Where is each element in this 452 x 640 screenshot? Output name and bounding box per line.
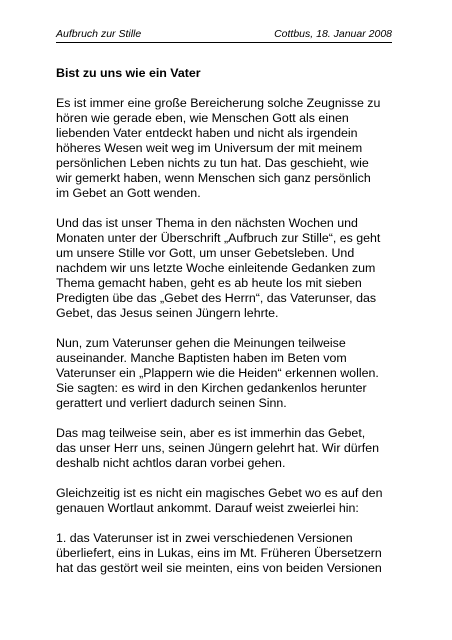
paragraph bbox=[56, 96, 406, 201]
document-body bbox=[56, 66, 406, 591]
header-place-date: Cottbus, 18. Januar 2008 bbox=[274, 28, 392, 40]
page-header bbox=[56, 28, 392, 43]
text-line: Und das ist unser Thema in den nächsten Wochen und bbox=[56, 216, 358, 230]
text-line: nachdem wir uns letzte Woche einleitende Gedanken zum bbox=[56, 261, 376, 275]
paragraph-list bbox=[56, 96, 406, 576]
text-line: Gleichzeitig ist es nicht ein magisches Gebet wo es auf den bbox=[56, 486, 383, 500]
text-line: deshalb nicht achtlos daran vorbei gehen. bbox=[56, 456, 286, 470]
text-line: das unser Herr uns, seinen Jüngern gelehrt hat. Wir dürfen bbox=[56, 441, 380, 455]
text-line: hören wie gerade eben, wie Menschen Gott als einen bbox=[56, 111, 349, 125]
text-line: persönlichen Leben nichts zu tun hat. Das geschieht, wie bbox=[56, 156, 369, 170]
text-line: Gebet, das Jesus seinen Jüngern lehrte. bbox=[56, 306, 279, 320]
text-line: Monaten unter der Überschrift „Aufbruch zur Stille“, es geht bbox=[56, 231, 381, 245]
text-line: Thema gemacht haben, geht es ab heute los mit sieben bbox=[56, 276, 362, 290]
text-line: Vaterunser ein „Plappern wie die Heiden“ erkennen wollen. bbox=[56, 366, 379, 380]
text-line: überliefert, eins in Lukas, eins im Mt. Früheren Übersetzern bbox=[56, 546, 382, 560]
text-line: 1. das Vaterunser ist in zwei verschiedenen Versionen bbox=[56, 531, 353, 545]
text-line: Predigten übe das „Gebet des Herrn“, das Vaterunser, das bbox=[56, 291, 377, 305]
text-line: gerattert und verliert dadurch seinen Sinn. bbox=[56, 396, 287, 410]
text-line: auseinander. Manche Baptisten haben im Beten vom bbox=[56, 351, 347, 365]
text-line: Nun, zum Vaterunser gehen die Meinungen teilweise bbox=[56, 336, 346, 350]
text-line: wir gemerkt haben, wenn Menschen sich ganz persönlich bbox=[56, 171, 371, 185]
paragraph bbox=[56, 336, 406, 411]
text-line: um unsere Stille vor Gott, um unser Gebetsleben. Und bbox=[56, 246, 355, 260]
paragraph bbox=[56, 216, 406, 321]
text-line: im Gebet an Gott wenden. bbox=[56, 186, 201, 200]
paragraph bbox=[56, 531, 406, 576]
text-line: Sie sagten: es wird in den Kirchen gedankenlos herunter bbox=[56, 381, 367, 395]
paragraph bbox=[56, 426, 406, 471]
text-line: hat das gestört weil sie meinten, eins von beiden Versionen bbox=[56, 561, 382, 575]
text-line: höheres Wesen weit weg im Universum der mit meinem bbox=[56, 141, 363, 155]
text-line: Es ist immer eine große Bereicherung solche Zeugnisse zu bbox=[56, 96, 381, 110]
text-line: genauen Wortlaut ankommt. Darauf weist zweierlei hin: bbox=[56, 501, 359, 515]
paragraph bbox=[56, 486, 406, 516]
text-line: liebenden Vater entdeckt haben und nicht als irgendein bbox=[56, 126, 358, 140]
header-series-title: Aufbruch zur Stille bbox=[56, 28, 142, 40]
text-line: Das mag teilweise sein, aber es ist immerhin das Gebet, bbox=[56, 426, 366, 440]
sermon-title: Bist zu uns wie ein Vater bbox=[56, 66, 201, 80]
